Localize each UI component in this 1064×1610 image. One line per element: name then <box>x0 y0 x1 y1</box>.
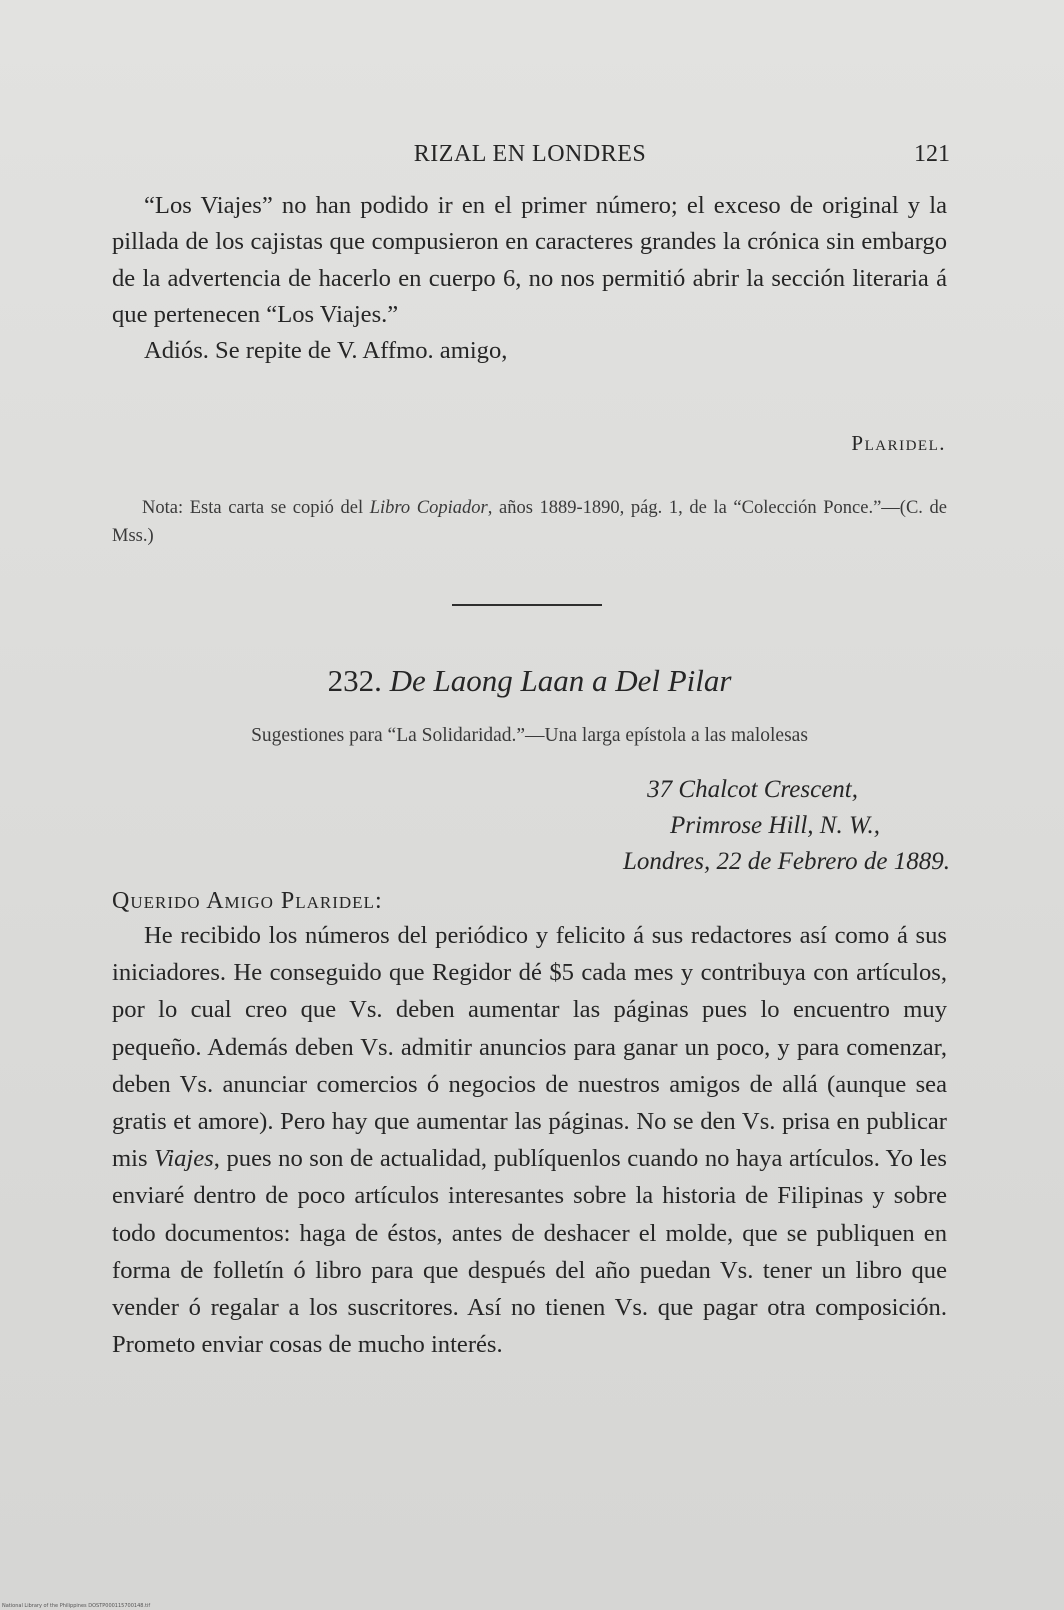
letter-body-paragraph <box>112 917 947 1363</box>
letter-heading <box>112 660 947 702</box>
previous-letter-text <box>112 188 947 369</box>
running-title: RIZAL EN LONDRES <box>413 141 647 167</box>
archive-note <box>112 494 947 550</box>
letter-number: 232. <box>327 663 382 698</box>
note-text-end: , años 1889-1890, pág. 1, de la “Colección Ponce.”—(C. de Mss.) <box>112 498 948 546</box>
body-text-end: , pues no son de actualidad, publíquenlos cuando no haya artículos. Yo les enviaré dentro de poco artículos interesantes sobre la historia de Filipinas y sobre todo documentos: haga de éstos, antes de deshacer el molde, que se publiquen en forma de folletín ó libro para que después del año puedan Vs. tener un libro que vender ó regalar a los suscritores. Así no tienen Vs. que pagar otra composición. Prometo enviar cosas de mucho interés. <box>112 1145 947 1359</box>
address-date-line: Londres, 22 de Febrero de 1889. <box>622 848 950 875</box>
letter-body <box>112 917 947 1363</box>
salutation: Querido Amigo Plaridel: <box>112 888 383 914</box>
body-text-start: He recibido los números del periódico y felicito á sus redactores así como á sus iniciadores. He conseguido que Regidor dé $5 cada mes y contribuya con artículos, por lo cual creo que Vs. deben aumentar las páginas pues lo encuentro muy pequeño. Además deben Vs. admitir anuncios para ganar un poco, y para comenzar, deben Vs. anunciar comercios ó negocios de nuestros amigos de allá (aunque sea gratis et amore). Pero hay que aumentar las páginas. No se den Vs. prisa en publicar mis <box>112 922 947 1173</box>
closing-line: Adiós. Se repite de V. Affmo. amigo, <box>144 337 508 365</box>
letter-summary: Sugestiones para “La Solidaridad.”—Una larga epístola a las malolesas <box>251 725 808 746</box>
page-number: 121 <box>914 141 950 167</box>
signature: Plaridel. <box>851 431 946 455</box>
section-divider <box>452 604 602 606</box>
address-line: Primrose Hill, N. W., <box>670 812 880 839</box>
body-italic-title: Viajes <box>154 1145 214 1173</box>
previous-letter-paragraph: “Los Viajes” no han podido ir en el primer número; el exceso de original y la pillada de los cajistas que compusieron en caracteres grandes la crónica sin embargo de la advertencia de hacerlo en cuerpo 6, no nos permitió abrir la sección literaria á que pertenecen “Los Viajes.” <box>112 192 947 328</box>
letter-address <box>623 772 950 880</box>
scan-footer-label: National Library of the Philippines DOSTP000115700148.tif <box>2 1603 151 1609</box>
running-head <box>110 136 950 172</box>
address-line: 37 Chalcot Crescent, <box>647 776 858 803</box>
letter-title: De Laong Laan a Del Pilar <box>389 663 732 698</box>
note-source-title: Libro Copiador <box>369 498 488 518</box>
note-text-start: Nota: Esta carta se copió del <box>142 498 370 518</box>
